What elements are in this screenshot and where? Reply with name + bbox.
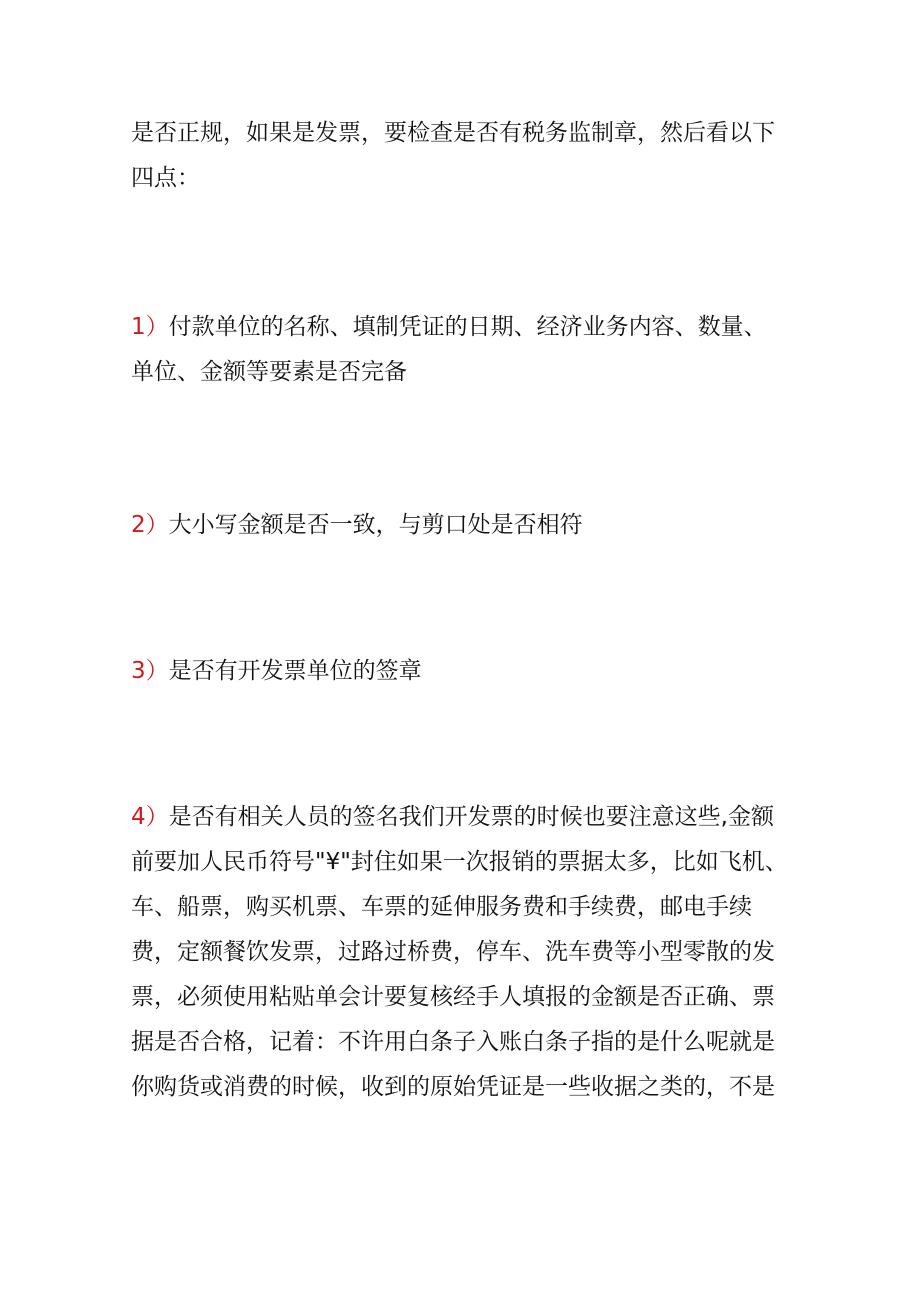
item-text: 是否有相关人员的签名我们开发票的时候也要注意这些,金额 前要加人民币符号"¥"封住如果一次报销的票据太多，比如飞机、 车、船票，购买机票、车票的延伸服务费和手续费，邮电手续 费，定额餐饮发票，过路过桥费，停车、洗车费等小型零散的发 票，必须使用粘贴单会计要复核经手人填报的金额是否正确、票 据是否合格，记着：不许用白条子入账白条子指的是什么呢就是 你购货或消费的时候，收到的原始凭证是一些收据之类的，不是 xyxy=(131,804,788,1100)
item-number: 2） xyxy=(131,512,169,538)
list-item-4 xyxy=(131,795,791,1110)
list-item-1 xyxy=(131,305,791,395)
list-item-2 xyxy=(131,503,791,548)
item-text: 大小写金额是否一致，与剪口处是否相符 xyxy=(168,512,583,538)
item-number: 4） xyxy=(131,804,169,830)
item-number: 1） xyxy=(131,314,169,340)
item-text: 付款单位的名称、填制凭证的日期、经济业务内容、数量、 单位、金额等要素是否完备 xyxy=(131,314,767,385)
intro-paragraph: 是否正规，如果是发票，要检查是否有税务监制章，然后看以下 四点： xyxy=(131,120,775,191)
item-number: 3） xyxy=(131,658,169,684)
list-item-3 xyxy=(131,649,791,694)
item-text: 是否有开发票单位的签章 xyxy=(168,658,422,684)
